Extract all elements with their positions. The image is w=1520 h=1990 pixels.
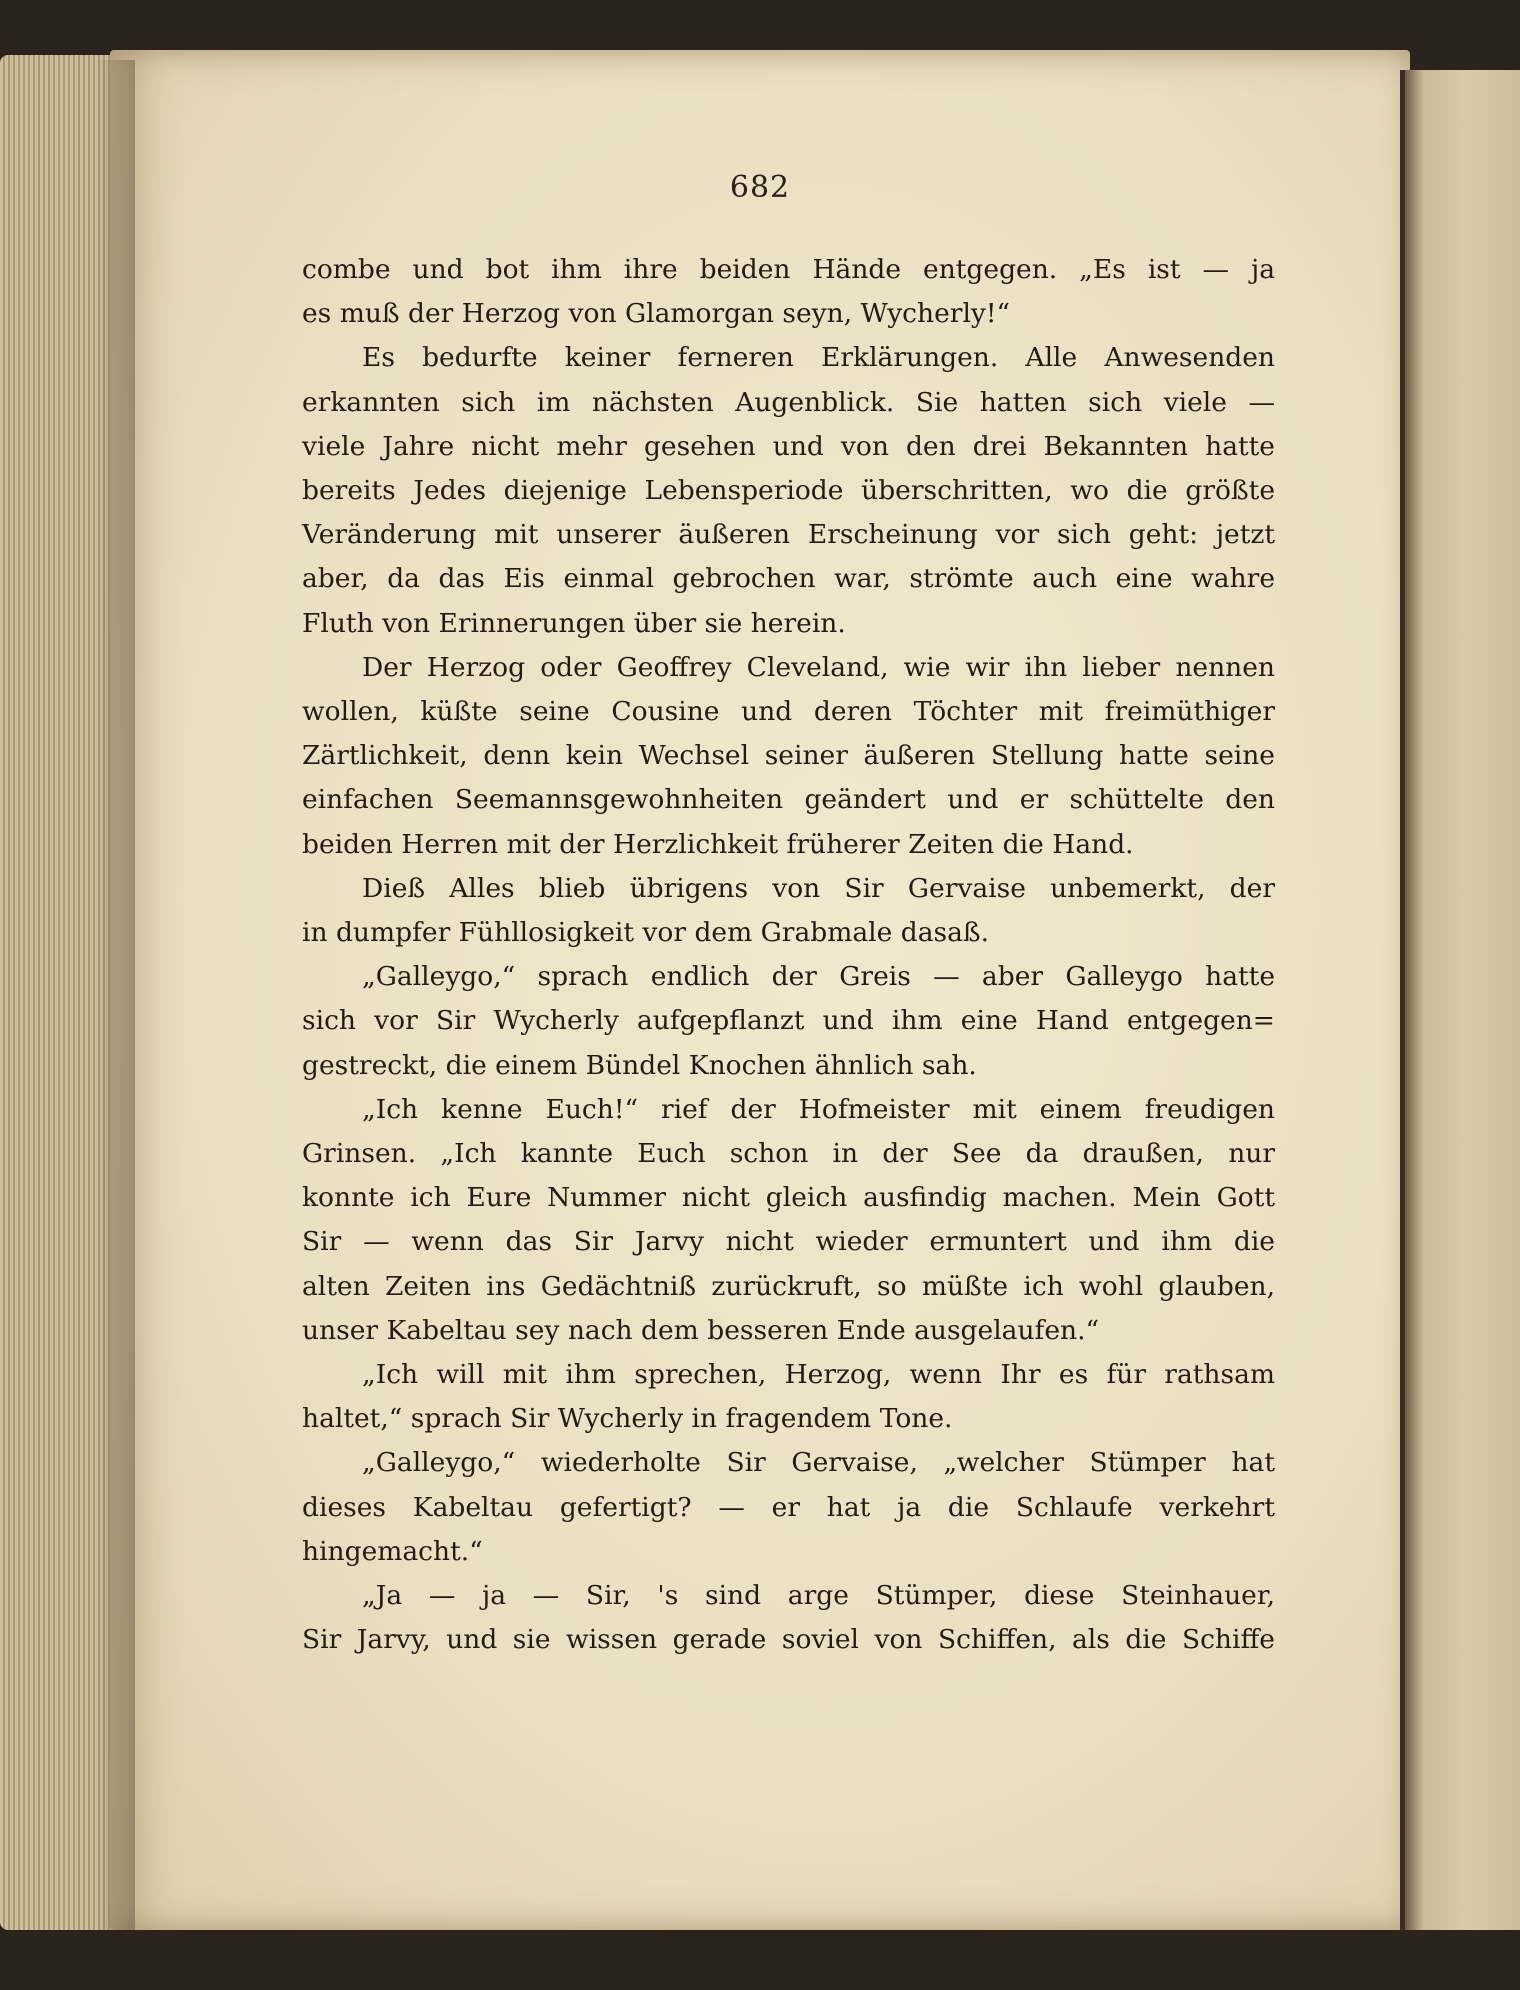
text-line: „Galleygo,“ sprach endlich der Greis — aber Galleygo hatte — [362, 961, 1275, 993]
text-line: aber, da das Eis einmal gebrochen war, strömte auch eine wahre — [302, 563, 1275, 595]
page-number: 682 — [729, 170, 791, 205]
text-line: Zärtlichkeit, denn kein Wechsel seiner äußeren Stellung hatte seine — [302, 740, 1275, 772]
text-line: „Ich will mit ihm sprechen, Herzog, wenn Ihr es für rathsam — [362, 1359, 1275, 1391]
text-line: unser Kabeltau sey nach dem besseren Ende ausgelaufen.“ — [302, 1314, 1100, 1346]
text-line: Veränderung mit unserer äußeren Erscheinung vor sich geht: jetzt — [302, 519, 1275, 551]
text-line: „Galleygo,“ wiederholte Sir Gervaise, „welcher Stümper hat — [362, 1447, 1275, 1479]
body-text — [302, 248, 1275, 1663]
text-line: sich vor Sir Wycherly aufgepflanzt und ihm eine Hand entgegen= — [302, 1005, 1275, 1037]
text-line: dieses Kabeltau gefertigt? — er hat ja die Schlaufe verkehrt — [302, 1491, 1275, 1523]
text-line: „Ja — ja — Sir, 's sind arge Stümper, diese Steinhauer, — [362, 1580, 1275, 1612]
text-line: beiden Herren mit der Herzlichkeit früherer Zeiten die Hand. — [302, 828, 1134, 860]
text-line: Es bedurfte keiner ferneren Erklärungen. Alle Anwesenden — [362, 342, 1275, 374]
right-page-strip — [1405, 70, 1520, 1930]
text-line: gestreckt, die einem Bündel Knochen ähnlich sah. — [302, 1049, 977, 1081]
text-line: Dieß Alles blieb übrigens von Sir Gervaise unbemerkt, der — [362, 872, 1275, 904]
text-line: wollen, küßte seine Cousine und deren Töchter mit freimüthiger — [302, 696, 1275, 728]
text-line: alten Zeiten ins Gedächtniß zurückruft, so müßte ich wohl glauben, — [302, 1270, 1275, 1302]
text-line: viele Jahre nicht mehr gesehen und von den drei Bekannten hatte — [302, 430, 1275, 462]
text-line: combe und bot ihm ihre beiden Hände entgegen. „Es ist — ja — [302, 254, 1275, 285]
text-line: Fluth von Erinnerungen über sie herein. — [302, 607, 846, 639]
text-line: Sir — wenn das Sir Jarvy nicht wieder ermuntert und ihm die — [302, 1226, 1275, 1258]
text-line: Der Herzog oder Geoffrey Cleveland, wie wir ihn lieber nennen — [362, 651, 1275, 683]
text-line: einfachen Seemannsgewohnheiten geändert und er schüttelte den — [302, 784, 1275, 816]
text-line: Grinsen. „Ich kannte Euch schon in der See da draußen, nur — [302, 1138, 1275, 1170]
text-line: Sir Jarvy, und sie wissen gerade soviel von Schiffen, als die Schiffe — [302, 1624, 1275, 1656]
text-line: erkannten sich im nächsten Augenblick. Sie hatten sich viele — — [302, 386, 1275, 418]
text-line: haltet,“ sprach Sir Wycherly in fragendem Tone. — [302, 1403, 953, 1435]
text-line: in dumpfer Fühllosigkeit vor dem Grabmale dasaß. — [302, 917, 990, 949]
gutter-shadow — [95, 60, 135, 1930]
text-line: hingemacht.“ — [302, 1535, 483, 1567]
text-line: „Ich kenne Euch!“ rief der Hofmeister mit einem freudigen — [362, 1093, 1275, 1125]
text-line: es muß der Herzog von Glamorgan seyn, Wycherly!“ — [302, 298, 1011, 330]
text-line: konnte ich Eure Nummer nicht gleich ausfindig machen. Mein Gott — [302, 1182, 1275, 1214]
text-line: bereits Jedes diejenige Lebensperiode überschritten, wo die größte — [302, 475, 1275, 507]
